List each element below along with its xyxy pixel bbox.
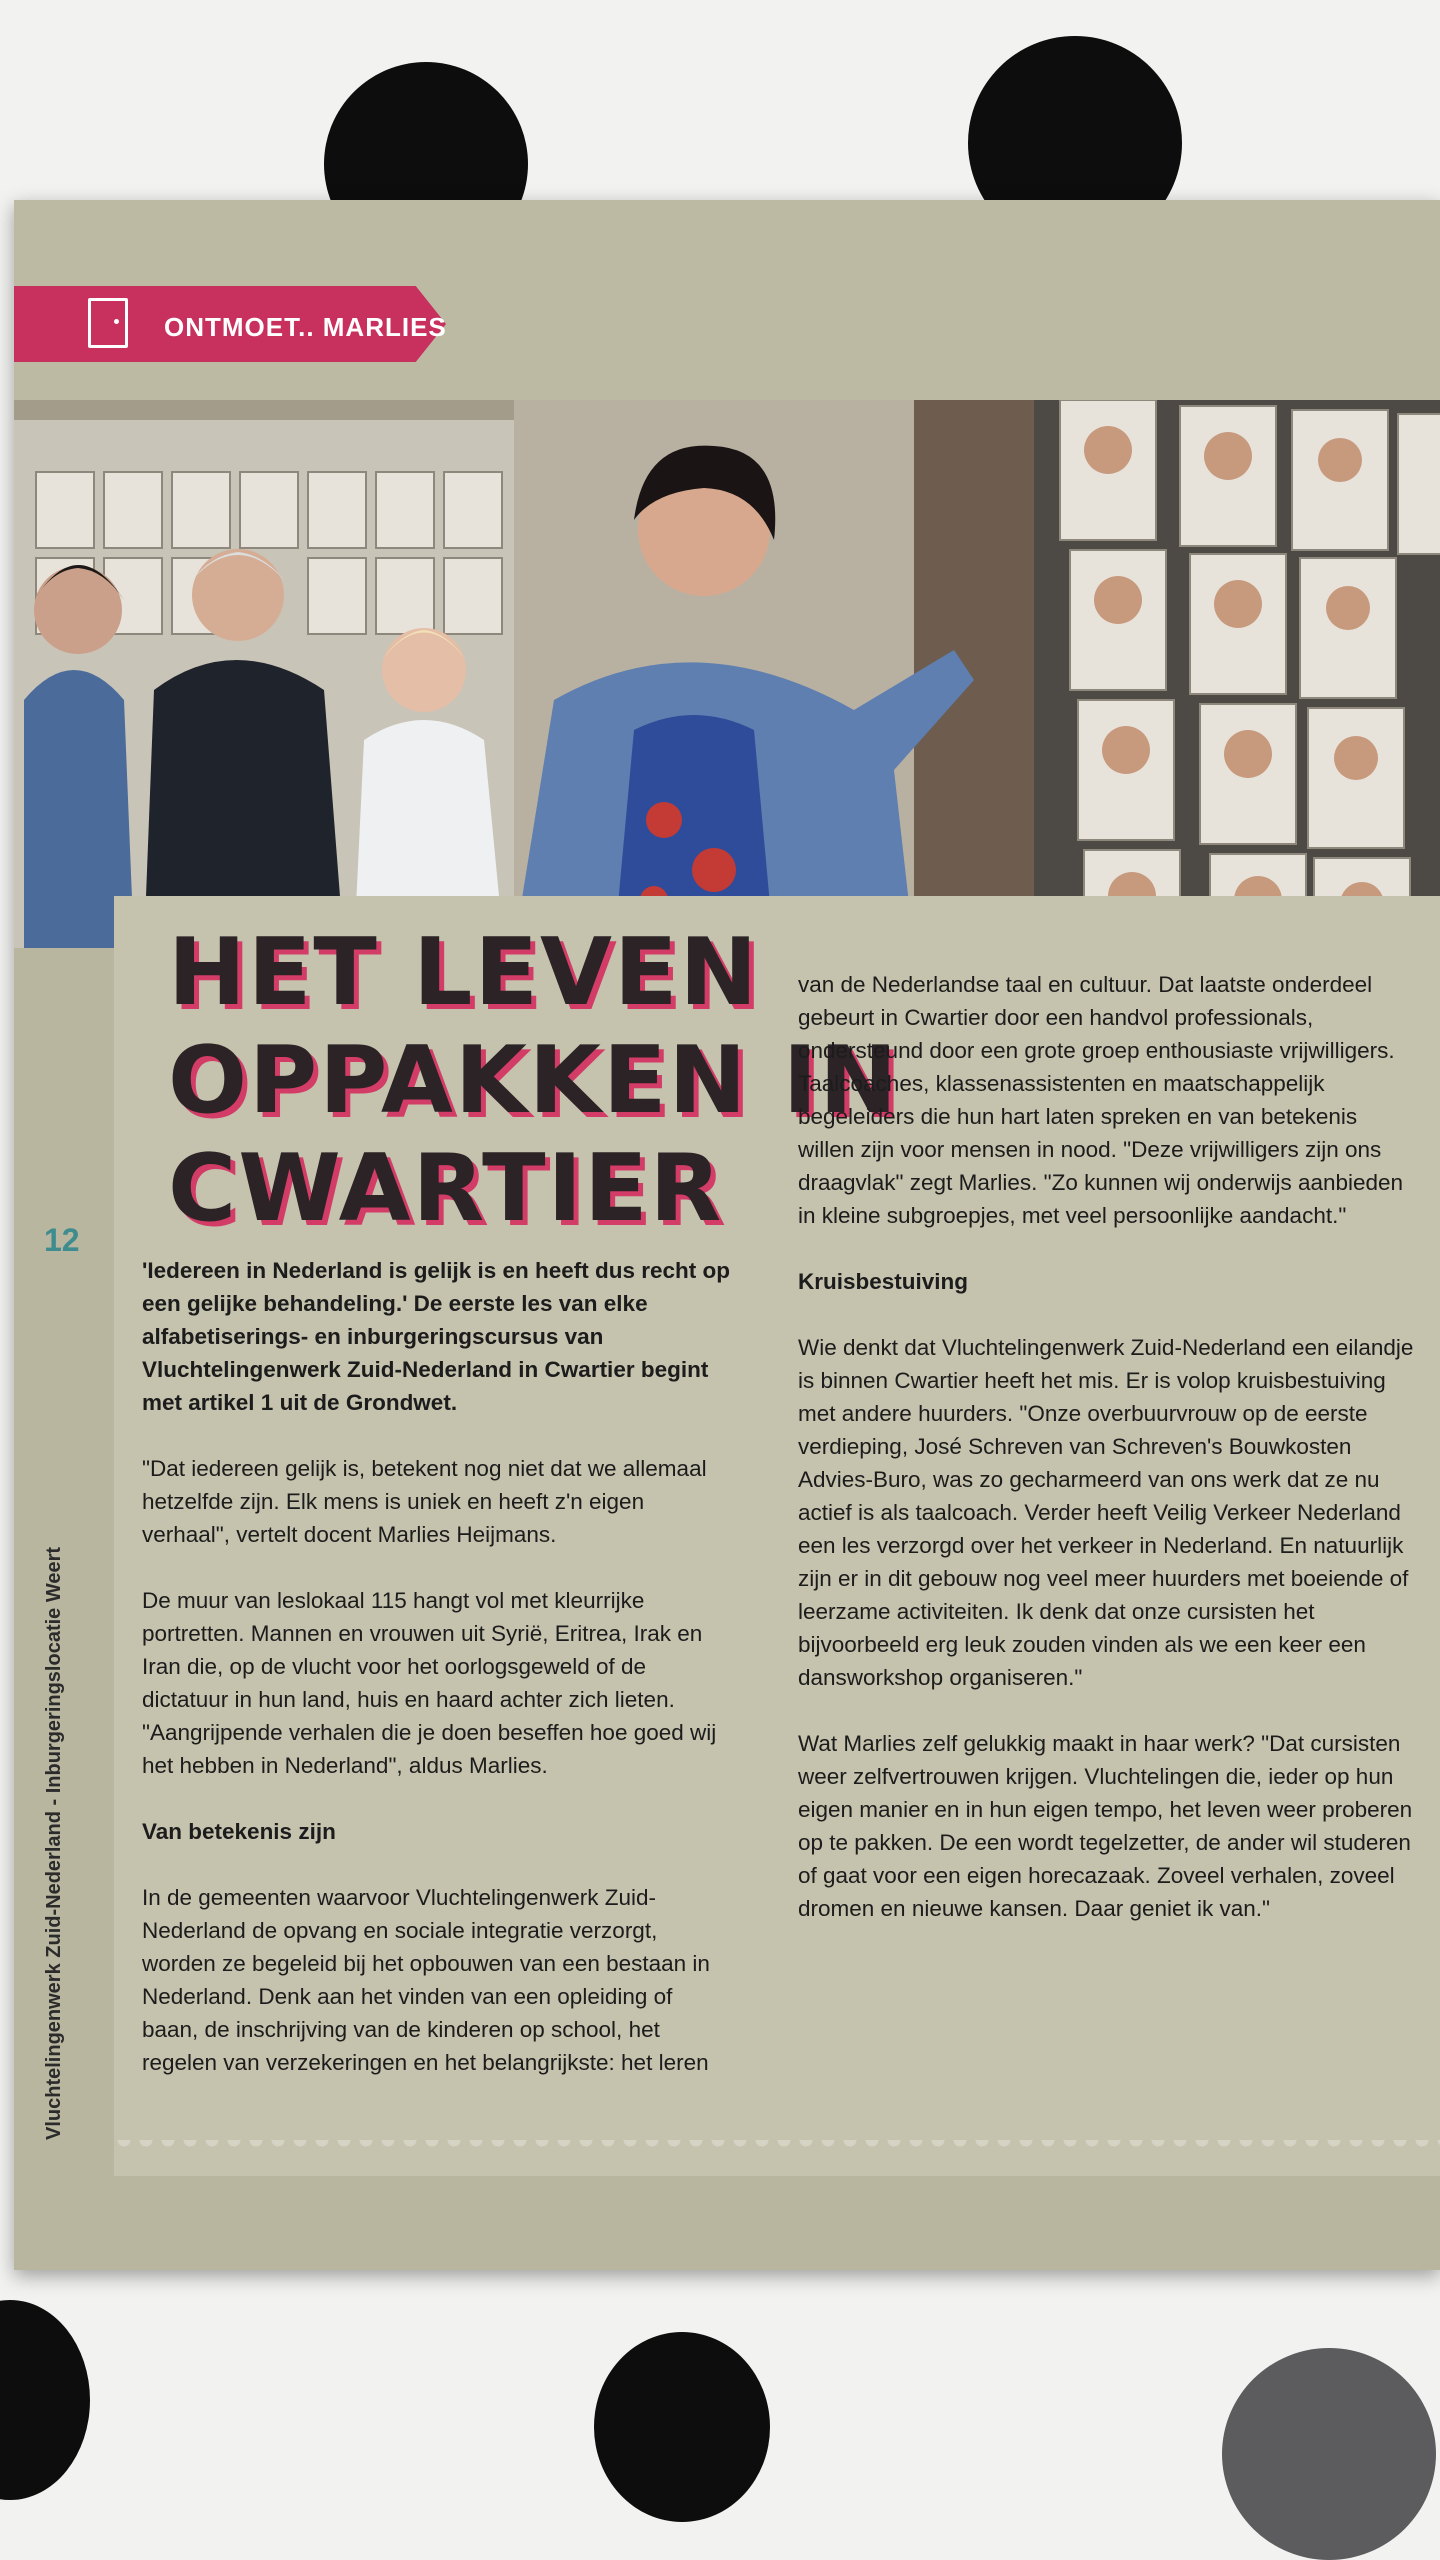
door-icon (88, 298, 128, 348)
classroom-photo (14, 400, 1440, 948)
headline-line-2: OPPAKKEN IN (168, 1026, 900, 1134)
background-dot (1222, 2348, 1436, 2560)
subheading: Kruisbestuiving (798, 1269, 969, 1294)
page-number: 12 (44, 1222, 80, 1258)
subheading: Van betekenis zijn (142, 1819, 336, 1844)
background-dot (0, 2300, 90, 2500)
headline-line-3: CWARTIER (168, 1134, 724, 1242)
paragraph: Wie denkt dat Vluchtelingenwerk Zuid-Nederland een eilandje is binnen Cwartier heeft het mis. Er is volop kruisbestuiving met andere huurders. "Onze overbuurvrouw op de eerste verdieping, José Schreven van Schreven's Bouwkosten Advies-Buro, was zo gecharmeerd van ons werk dat ze nu actief is als taalcoach. Verder heeft Veilig Verkeer Nederland een les verzorgd over het verkeer in Nederland. En natuurlijk zijn er in dit gebouw nog veel meer huurders met boeiende of leerzame activiteiten. Ik denk dat onze cursisten het bijvoorbeeld erg leuk zouden vinden als we een keer een dansworkshop organiseren." (798, 1335, 1414, 1690)
article-column-2 (798, 968, 1418, 1958)
paragraph: De muur van leslokaal 115 hangt vol met kleurrijke portretten. Mannen en vrouwen uit Syrië, Eritrea, Irak en Iran die, op de vlucht voor het oorlogsgeweld of de dictatuur in hun land, huis en haard achter zich lieten. "Aangrijpende verhalen die je doen beseffen hoe goed wij het hebben in Nederland", aldus Marlies. (142, 1588, 717, 1778)
paragraph: In de gemeenten waarvoor Vluchtelingenwerk Zuid-Nederland de opvang en sociale integratie verzorgt, worden ze begeleid bij het opbouwen van een bestaan in Nederland. Denk aan het vinden van een opleiding of baan, de inschrijving van de kinderen op school, het regelen van verzekeringen en het belangrijkste: het leren (142, 1885, 710, 2075)
article-headline (168, 918, 899, 1242)
article-column-1 (142, 1254, 734, 2112)
headline-line-1: HET LEVEN (168, 918, 760, 1026)
page-edge-scallop (114, 2140, 1440, 2160)
paragraph: Wat Marlies zelf gelukkig maakt in haar werk? "Dat cursisten weer zelfvertrouwen krijgen. Vluchtelingen die, ieder op hun eigen manier en in hun eigen tempo, het leven weer proberen op te pakken. De een wordt tegelzetter, de ander wil studeren of gaat voor een eigen horecazaak. Zoveel verhalen, zoveel dromen en nieuwe kansen. Daar geniet ik van." (798, 1731, 1413, 1921)
article-intro: 'Iedereen in Nederland is gelijk is en heeft dus recht op een gelijke behandeling.' De eerste les van elke alfabetiserings- en inburgeringscursus van Vluchtelingenwerk Zuid-Nederland in Cwartier begint met artikel 1 uit de Grondwet. (142, 1258, 731, 1415)
paragraph: "Dat iedereen gelijk is, betekent nog niet dat we allemaal hetzelfde zijn. Elk mens is uniek en heeft z'n eigen verhaal", vertelt docent Marlies Heijmans. (142, 1456, 707, 1547)
sidebar-publication-label: Vluchtelingenwerk Zuid-Nederland - Inburgeringslocatie Weert (43, 1546, 65, 2140)
article-photo (14, 400, 1440, 948)
paragraph: van de Nederlandse taal en cultuur. Dat laatste onderdeel gebeurt in Cwartier door een handvol professionals, ondersteund door een grote groep enthousiaste vrijwilligers. Taalcoaches, klassenassistenten en maatschappelijk begeleiders die hun hart laten spreken en van betekenis willen zijn voor mensen in nood. "Deze vrijwilligers zijn ons draagvlak" zegt Marlies. "Zo kunnen wij onderwijs aanbieden in kleine subgroepjes, met veel persoonlijke aandacht." (798, 972, 1404, 1228)
background-dot (594, 2332, 770, 2522)
section-tag-label: ONTMOET.. MARLIES (164, 312, 447, 342)
